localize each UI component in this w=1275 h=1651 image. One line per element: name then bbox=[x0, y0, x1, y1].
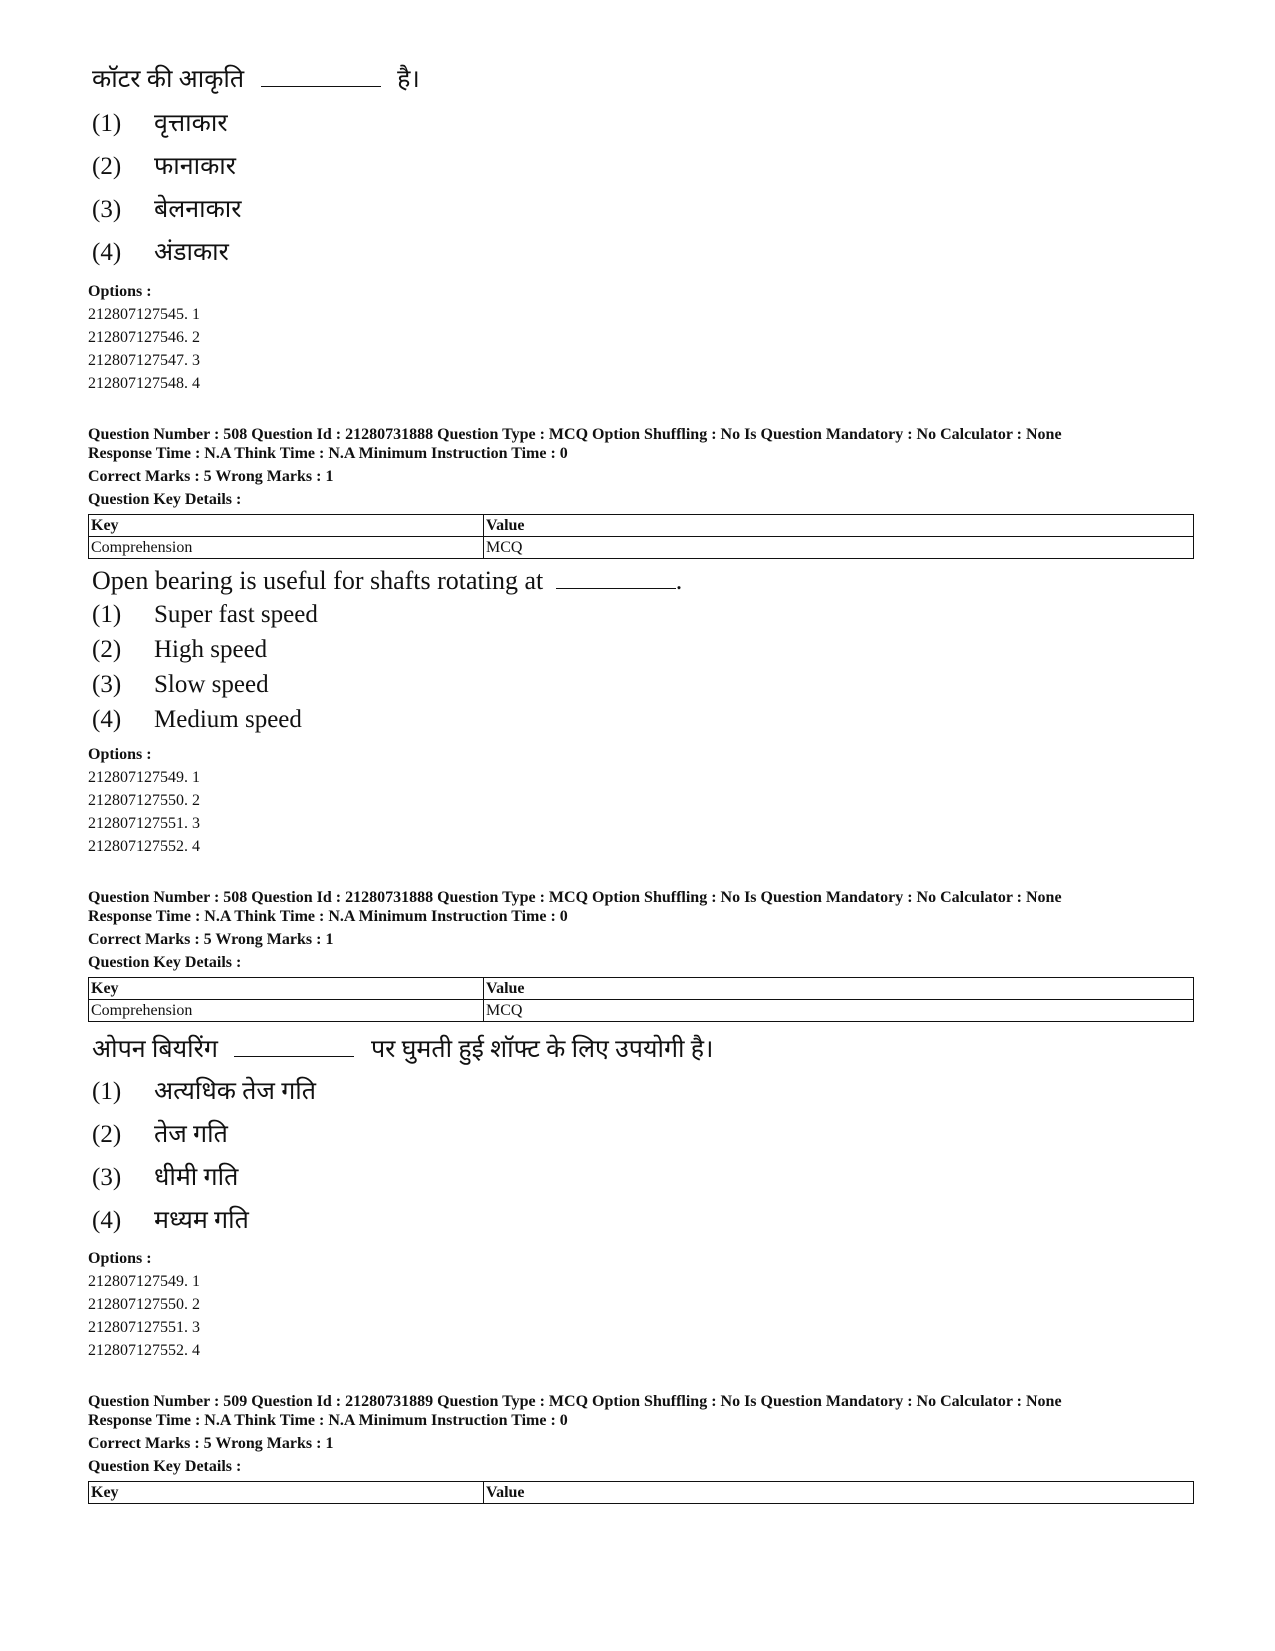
option-number: (4) bbox=[92, 706, 122, 733]
table-header-key: Key bbox=[89, 978, 484, 1000]
option-id: 212807127551. 3 bbox=[88, 1319, 200, 1336]
options-label: Options : bbox=[88, 1250, 152, 1267]
fill-blank bbox=[234, 1056, 354, 1057]
option-text: तेज गति bbox=[154, 1121, 228, 1148]
table-header-value: Value bbox=[484, 978, 1194, 1000]
option-text: Super fast speed bbox=[154, 601, 318, 628]
key-details-table bbox=[88, 977, 1194, 1022]
option-text: Medium speed bbox=[154, 706, 302, 733]
option-id: 212807127549. 1 bbox=[88, 1273, 200, 1290]
option-id: 212807127546. 2 bbox=[88, 329, 200, 346]
option-id: 212807127551. 3 bbox=[88, 815, 200, 832]
option-text: Slow speed bbox=[154, 671, 269, 698]
table-row bbox=[89, 537, 1194, 559]
options-label: Options : bbox=[88, 746, 152, 763]
table-header-key: Key bbox=[89, 1482, 484, 1504]
option-number: (3) bbox=[92, 671, 122, 698]
option-number: (2) bbox=[92, 1121, 122, 1148]
option-4 bbox=[92, 1205, 249, 1237]
option-2 bbox=[92, 1119, 228, 1151]
fill-blank bbox=[556, 588, 676, 589]
stem-text: ओपन बियरिंग bbox=[92, 1036, 218, 1063]
stem-text-end: . bbox=[675, 566, 683, 595]
option-number: (2) bbox=[92, 636, 122, 663]
question-meta: Question Number : 508 Question Id : 21280731888 Question Type : MCQ Option Shuffling : No Is Question Mandatory : No Calculator : None bbox=[88, 426, 1062, 443]
option-text: High speed bbox=[154, 636, 268, 663]
options-label: Options : bbox=[88, 283, 152, 300]
option-number: (4) bbox=[92, 1207, 122, 1234]
option-id: 212807127550. 2 bbox=[88, 1296, 200, 1313]
option-3 bbox=[92, 669, 269, 701]
option-4 bbox=[92, 237, 229, 269]
question-meta-timing: Response Time : N.A Think Time : N.A Minimum Instruction Time : 0 bbox=[88, 445, 568, 462]
stem-text-end: है। bbox=[397, 66, 420, 93]
option-text: मध्यम गति bbox=[154, 1207, 249, 1234]
option-id: 212807127545. 1 bbox=[88, 306, 200, 323]
table-cell: Comprehension bbox=[89, 1000, 484, 1022]
option-id: 212807127549. 1 bbox=[88, 769, 200, 786]
key-details-table bbox=[88, 514, 1194, 559]
option-2 bbox=[92, 634, 267, 666]
key-details-table bbox=[88, 1481, 1194, 1504]
question-stem-hindi-1 bbox=[92, 62, 420, 97]
question-meta-timing: Response Time : N.A Think Time : N.A Minimum Instruction Time : 0 bbox=[88, 1412, 568, 1429]
option-number: (3) bbox=[92, 196, 122, 223]
marks-line: Correct Marks : 5 Wrong Marks : 1 bbox=[88, 1435, 334, 1452]
stem-text: Open bearing is useful for shafts rotating at bbox=[92, 566, 544, 595]
table-cell: MCQ bbox=[484, 1000, 1194, 1022]
table-row bbox=[89, 1482, 1194, 1504]
stem-text: कॉटर की आकृति bbox=[92, 66, 245, 93]
option-3 bbox=[92, 1162, 238, 1194]
option-text: अंडाकार bbox=[154, 239, 229, 266]
option-number: (3) bbox=[92, 1164, 122, 1191]
option-number: (1) bbox=[92, 601, 122, 628]
key-details-label: Question Key Details : bbox=[88, 491, 242, 508]
table-header-value: Value bbox=[484, 515, 1194, 537]
stem-text-end: पर घुमती हुई शॉफ्ट के लिए उपयोगी है। bbox=[370, 1036, 714, 1063]
option-3 bbox=[92, 194, 241, 226]
option-id: 212807127552. 4 bbox=[88, 838, 200, 855]
option-text: वृत्ताकार bbox=[154, 110, 228, 137]
question-stem-english bbox=[92, 564, 682, 598]
marks-line: Correct Marks : 5 Wrong Marks : 1 bbox=[88, 468, 334, 485]
table-row bbox=[89, 515, 1194, 537]
table-row bbox=[89, 978, 1194, 1000]
option-1 bbox=[92, 1076, 316, 1108]
fill-blank bbox=[261, 86, 381, 87]
option-number: (1) bbox=[92, 1078, 122, 1105]
option-id: 212807127548. 4 bbox=[88, 375, 200, 392]
option-id: 212807127547. 3 bbox=[88, 352, 200, 369]
table-cell: Comprehension bbox=[89, 537, 484, 559]
option-text: अत्यधिक तेज गति bbox=[154, 1078, 317, 1105]
table-cell: MCQ bbox=[484, 537, 1194, 559]
option-text: बेलनाकार bbox=[154, 196, 242, 223]
question-meta: Question Number : 509 Question Id : 21280731889 Question Type : MCQ Option Shuffling : No Is Question Mandatory : No Calculator : None bbox=[88, 1393, 1062, 1410]
key-details-label: Question Key Details : bbox=[88, 954, 242, 971]
table-row bbox=[89, 1000, 1194, 1022]
table-header-value: Value bbox=[484, 1482, 1194, 1504]
question-meta-timing: Response Time : N.A Think Time : N.A Minimum Instruction Time : 0 bbox=[88, 908, 568, 925]
option-id: 212807127550. 2 bbox=[88, 792, 200, 809]
option-number: (4) bbox=[92, 239, 122, 266]
table-header-key: Key bbox=[89, 515, 484, 537]
option-number: (2) bbox=[92, 153, 122, 180]
option-text: धीमी गति bbox=[154, 1164, 239, 1191]
option-number: (1) bbox=[92, 110, 122, 137]
option-1 bbox=[92, 599, 318, 631]
option-id: 212807127552. 4 bbox=[88, 1342, 200, 1359]
question-stem-hindi-2 bbox=[92, 1032, 714, 1067]
option-1 bbox=[92, 108, 228, 140]
question-meta: Question Number : 508 Question Id : 21280731888 Question Type : MCQ Option Shuffling : No Is Question Mandatory : No Calculator : None bbox=[88, 889, 1062, 906]
key-details-label: Question Key Details : bbox=[88, 1458, 242, 1475]
option-4 bbox=[92, 704, 302, 736]
marks-line: Correct Marks : 5 Wrong Marks : 1 bbox=[88, 931, 334, 948]
option-2 bbox=[92, 151, 236, 183]
option-text: फानाकार bbox=[154, 153, 237, 180]
